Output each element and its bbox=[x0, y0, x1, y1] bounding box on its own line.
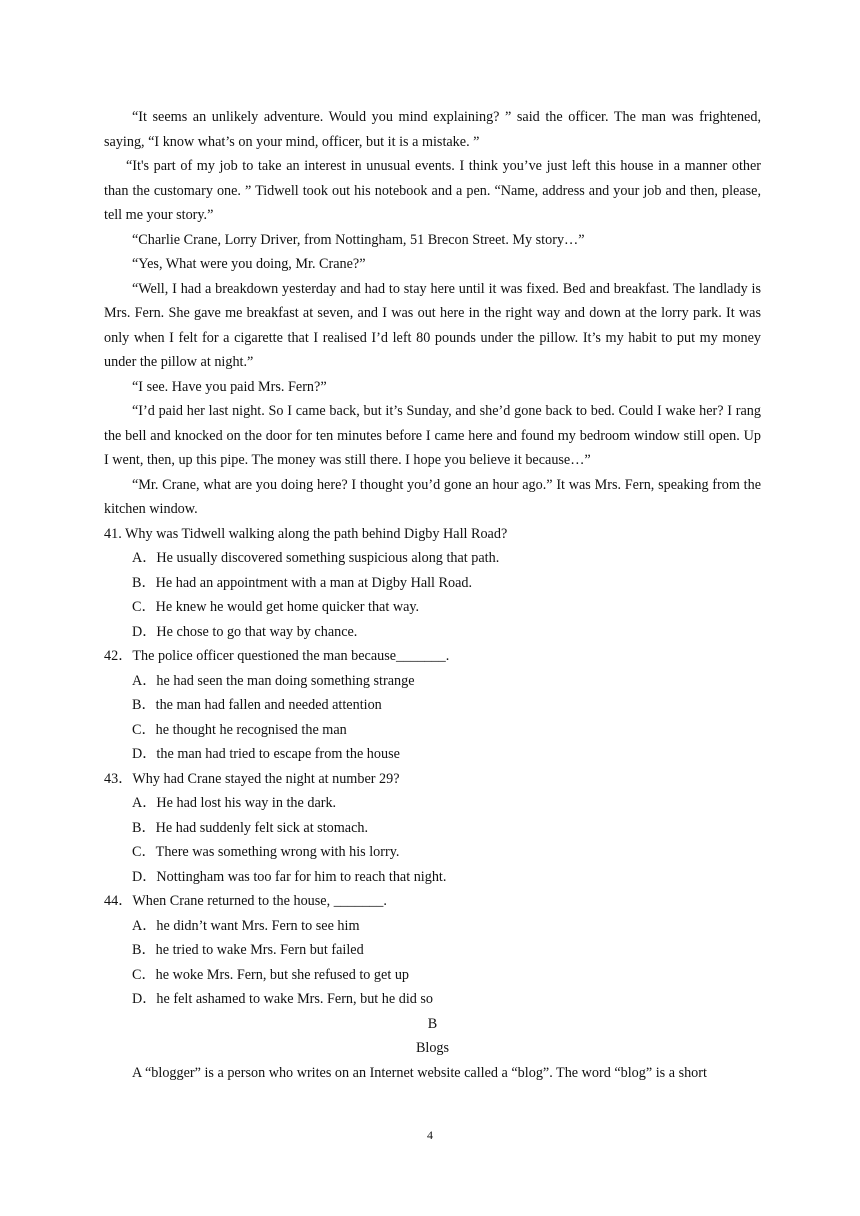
answer-option-b: B．he tried to wake Mrs. Fern but failed bbox=[132, 942, 364, 958]
passage-paragraph: “Charlie Crane, Lorry Driver, from Nottingham, 51 Brecon Street. My story…” bbox=[132, 231, 585, 248]
answer-option-c: C．he thought he recognised the man bbox=[132, 721, 347, 738]
passage-paragraph: “Well, I had a breakdown yesterday and had to stay here until it was fixed. Bed and breakfast. The landlady is Mrs. Fern. She gave me breakfast at seven, and I was out here in the right way and down at the lorry park. It was only when I felt for a cigarette that I realised I’d left 80 pounds under the pillow. It’s my habit to put my money under the pillow at night.” bbox=[104, 280, 761, 370]
passage-paragraph: “It seems an unlikely adventure. Would you mind explaining? ” said the officer. The man was frightened, saying, “I know what’s on your mind, officer, but it is a mistake. ” bbox=[104, 109, 761, 150]
question-42 bbox=[104, 644, 761, 767]
answer-option-b: B．the man had fallen and needed attention bbox=[132, 697, 382, 713]
section-letter: B bbox=[427, 1015, 438, 1032]
passage-paragraph: “Mr. Crane, what are you doing here? I thought you’d gone an hour ago.” It was Mrs. Fern, speaking from the kitchen window. bbox=[104, 476, 761, 517]
passage-paragraph: “I’d paid her last night. So I came back, but it’s Sunday, and she’d gone back to bed. Could I wake her? I rang the bell and knocked on the door for ten minutes before I came here and found my bedroom window still open. Up I went, then, up this pipe. The money was still there. I hope you believe it because…” bbox=[104, 403, 761, 468]
answer-option-b: B．He had suddenly felt sick at stomach. bbox=[132, 819, 369, 836]
question-43 bbox=[104, 767, 761, 890]
passage-paragraph-next: A “blogger” is a person who writes on an Internet website called a “blog”. The word “blog” is a short bbox=[132, 1064, 707, 1081]
answer-option-a: A．He had lost his way in the dark. bbox=[132, 795, 337, 811]
answer-option-d: D．Nottingham was too far for him to reach that night. bbox=[132, 868, 447, 885]
page-number: 4 bbox=[427, 1128, 433, 1142]
answer-option-b: B．He had an appointment with a man at Digby Hall Road. bbox=[132, 574, 473, 591]
answer-option-a: A．he didn’t want Mrs. Fern to see him bbox=[132, 917, 360, 934]
answer-option-a: A．he had seen the man doing something strange bbox=[132, 672, 415, 689]
passage-paragraph: “Yes, What were you doing, Mr. Crane?” bbox=[132, 256, 366, 272]
document-page bbox=[104, 105, 761, 1085]
answer-option-d: D．he felt ashamed to wake Mrs. Fern, but he did so bbox=[132, 991, 434, 1007]
answer-option-d: D．He chose to go that way by chance. bbox=[132, 623, 358, 640]
question-stem: 41. Why was Tidwell walking along the path behind Digby Hall Road? bbox=[104, 525, 508, 542]
passage-paragraph: “It's part of my job to take an interest in unusual events. I think you’ve just left this house in a manner other than the customary one. ” Tidwell took out his notebook and a pen. “Name, address and your job and then, please, tell me your story.” bbox=[104, 158, 761, 223]
question-stem: 43．Why had Crane stayed the night at number 29? bbox=[104, 770, 400, 787]
question-41 bbox=[104, 522, 761, 645]
question-stem: 44．When Crane returned to the house, _______. bbox=[104, 893, 387, 909]
passage-paragraph: “I see. Have you paid Mrs. Fern?” bbox=[132, 378, 327, 395]
question-stem: 42．The police officer questioned the man because_______. bbox=[104, 648, 450, 664]
answer-option-a: A．He usually discovered something suspicious along that path. bbox=[132, 550, 500, 566]
answer-option-c: C．There was something wrong with his lorry. bbox=[132, 844, 400, 860]
answer-option-c: C．He knew he would get home quicker that way. bbox=[132, 599, 420, 615]
question-44 bbox=[104, 889, 761, 1012]
answer-option-c: C．he woke Mrs. Fern, but she refused to get up bbox=[132, 966, 410, 983]
section-title: Blogs bbox=[415, 1040, 450, 1056]
answer-option-d: D．the man had tried to escape from the house bbox=[132, 746, 400, 762]
